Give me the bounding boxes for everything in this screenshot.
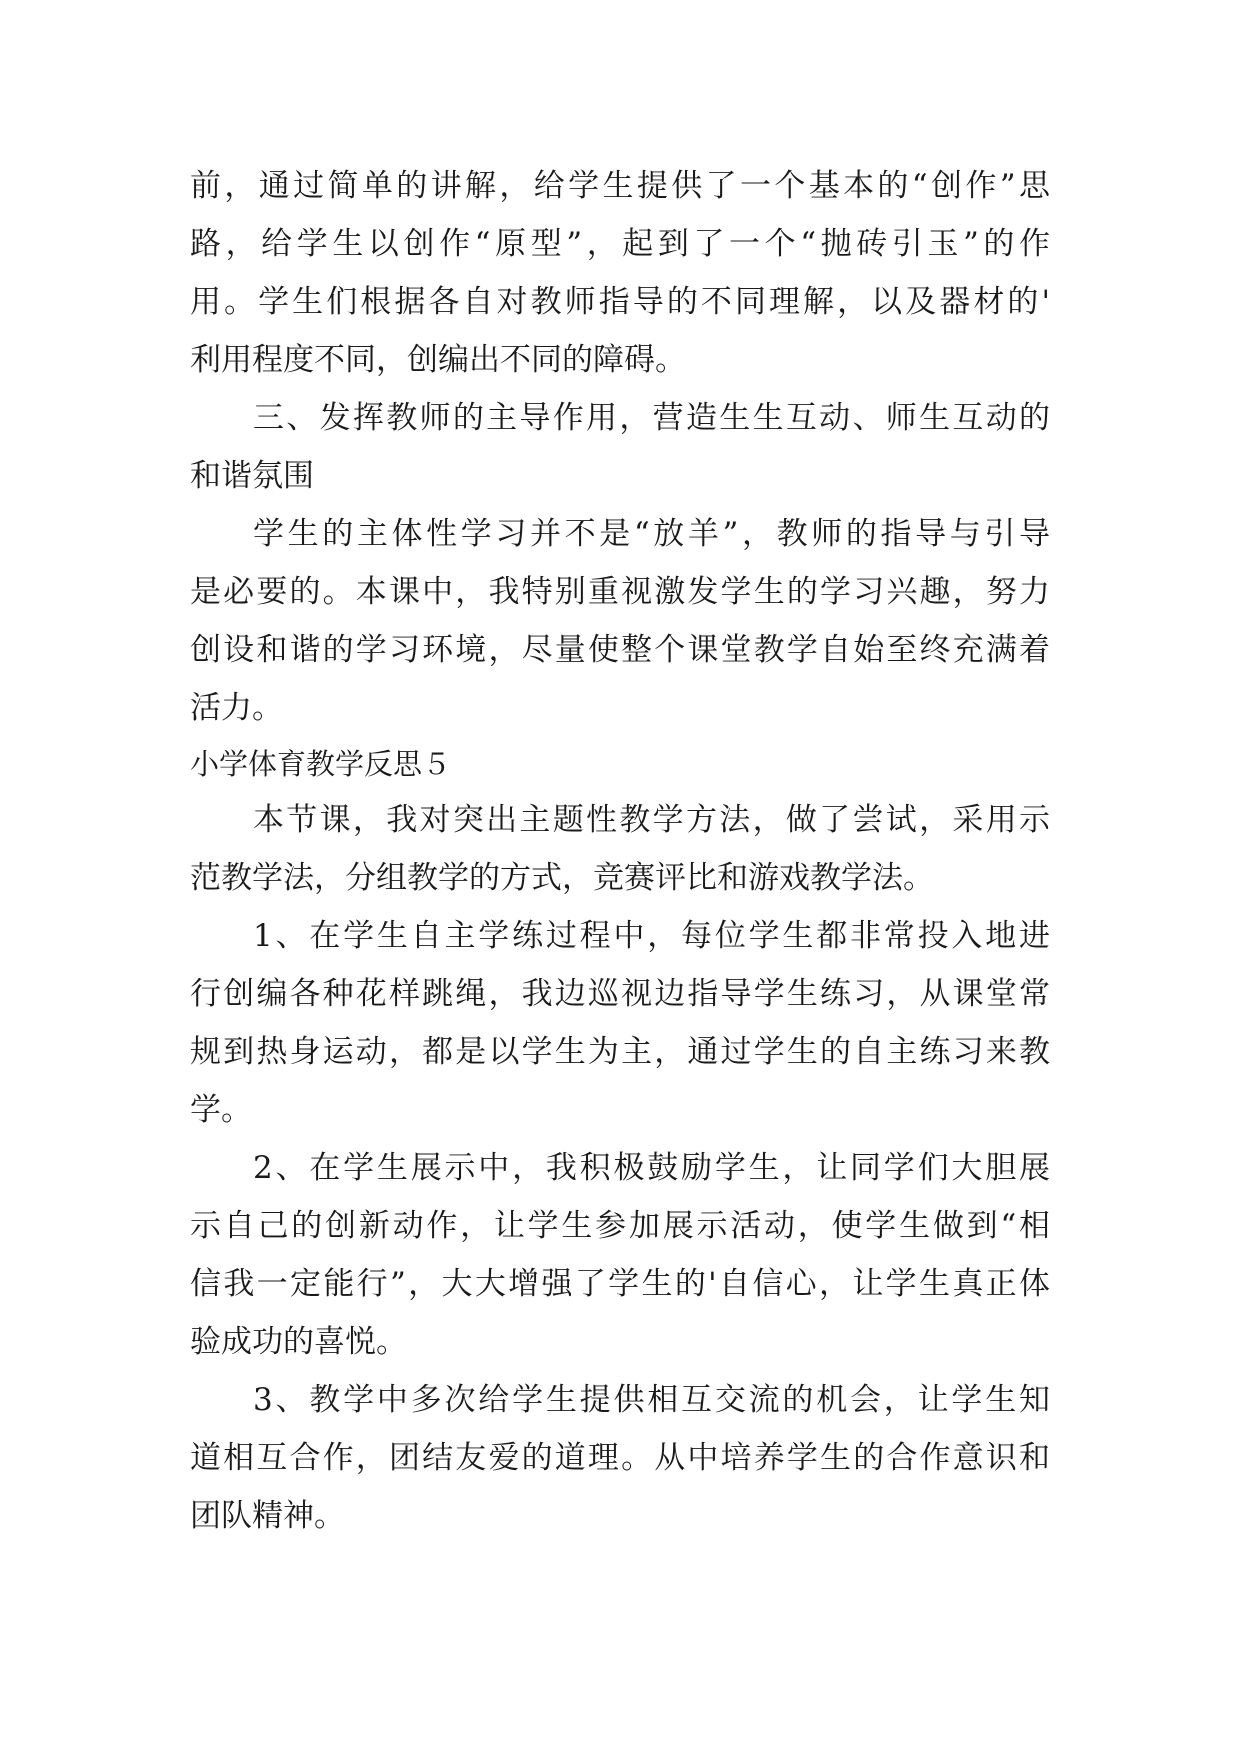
body-line: 学生的主体性学习并不是“放羊”，教师的指导与引导 xyxy=(253,516,1050,552)
list-item-line: 道相互合作，团结友爱的道理。从中培养学生的合作意识和 xyxy=(190,1440,1050,1476)
list-item-line: 学。 xyxy=(190,1092,252,1128)
list-item-line: 1、在学生自主学练过程中，每位学生都非常投入地进 xyxy=(253,918,1050,954)
list-item-line: 规到热身运动，都是以学生为主，通过学生的自主练习来教 xyxy=(190,1034,1050,1070)
body-line: 创设和谐的学习环境，尽量使整个课堂教学自始至终充满着 xyxy=(190,632,1050,668)
list-item-line: 验成功的喜悦。 xyxy=(190,1324,407,1360)
list-item-line: 示自己的创新动作，让学生参加展示活动，使学生做到“相 xyxy=(190,1208,1050,1244)
list-item-line: 3、教学中多次给学生提供相互交流的机会，让学生知 xyxy=(253,1382,1050,1418)
section-heading-line: 和谐氛围 xyxy=(190,458,314,494)
list-item-line: 行创编各种花样跳绳，我边巡视边指导学生练习，从课堂常 xyxy=(190,976,1050,1012)
body-line: 活力。 xyxy=(190,690,283,726)
list-item-line: 信我一定能行”，大大增强了学生的'自信心，让学生真正体 xyxy=(190,1266,1050,1302)
body-line: 本节课，我对突出主题性教学方法，做了尝试，采用示 xyxy=(253,802,1050,838)
article-title: 小学体育教学反思５ xyxy=(190,747,452,781)
body-line: 用。学生们根据各自对教师指导的不同理解，以及器材的' xyxy=(190,284,1050,320)
body-line: 前，通过简单的讲解，给学生提供了一个基本的“创作”思 xyxy=(190,168,1050,204)
body-line: 范教学法，分组教学的方式，竞赛评比和游戏教学法。 xyxy=(190,860,934,896)
list-item-line: 2、在学生展示中，我积极鼓励学生，让同学们大胆展 xyxy=(253,1150,1050,1186)
list-item-line: 团队精神。 xyxy=(190,1498,345,1534)
body-line: 路，给学生以创作“原型”，起到了一个“抛砖引玉”的作 xyxy=(190,226,1050,262)
body-line: 是必要的。本课中，我特别重视激发学生的学习兴趣，努力 xyxy=(190,574,1050,610)
section-heading-line: 三、发挥教师的主导作用，营造生生互动、师生互动的 xyxy=(253,400,1050,436)
body-line: 利用程度不同，创编出不同的障碍。 xyxy=(190,342,686,378)
